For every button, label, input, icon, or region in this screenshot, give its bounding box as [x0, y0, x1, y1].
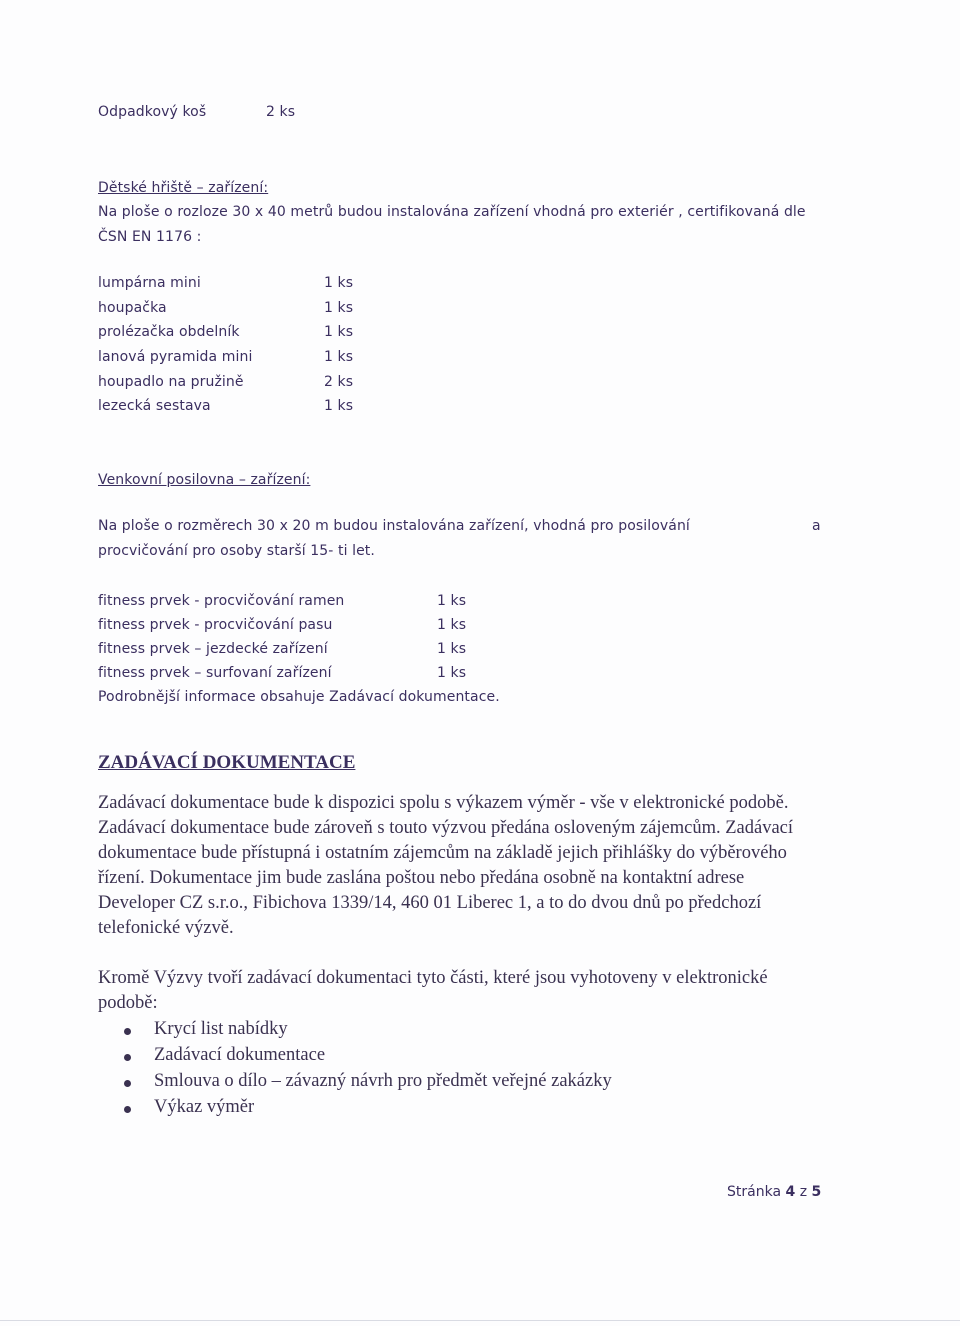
tender-heading: ZADÁVACÍ DOKUMENTACE [98, 752, 356, 773]
paragraph-line: podobě: [98, 993, 158, 1013]
scan-edge-line [0, 1320, 960, 1321]
playground-item-qty: 2 ks [324, 374, 354, 390]
playground-item-qty: 1 ks [324, 398, 354, 414]
bullet-item: Smlouva o dílo – závazný návrh pro předmět veřejné zakázky [154, 1071, 612, 1091]
playground-item-name: lumpárna mini [98, 275, 201, 291]
page-number-total: 5 [811, 1184, 822, 1200]
playground-item-name: prolézačka obdelník [98, 324, 240, 340]
page-number-prefix: Stránka [727, 1184, 782, 1200]
paragraph-line: Zadávací dokumentace bude zároveň s touto výzvou předána osloveným zájemcům. Zadávací [98, 818, 794, 838]
playground-heading: Dětské hřiště – zařízení: [98, 180, 269, 196]
paragraph-line: Developer CZ s.r.o., Fibichova 1339/14, 460 01 Liberec 1, a to do dvou dnů po předchozí [98, 893, 762, 913]
playground-intro-line1: Na ploše o rozloze 30 x 40 metrů budou instalována zařízení vhodná pro exteriér , certifikovaná dle [98, 204, 806, 220]
page-number [727, 1184, 821, 1200]
gym-item-qty: 1 ks [437, 665, 467, 681]
playground-item-name: lezecká sestava [98, 398, 211, 414]
gym-note: Podrobnější informace obsahuje Zadávací dokumentace. [98, 689, 500, 705]
bin-qty: 2 ks [266, 104, 296, 120]
bullet-item: Zadávací dokumentace [154, 1045, 326, 1065]
bullet-item: Výkaz výměr [154, 1097, 255, 1117]
playground-item-qty: 1 ks [324, 349, 354, 365]
gym-item-qty: 1 ks [437, 593, 467, 609]
bullet-icon [124, 1080, 131, 1087]
gym-item-name: fitness prvek - procvičování pasu [98, 617, 333, 633]
gym-intro-line2: procvičování pro osoby starší 15- ti let. [98, 543, 375, 559]
gym-item-name: fitness prvek – jezdecké zařízení [98, 641, 328, 657]
bin-label: Odpadkový koš [98, 104, 207, 120]
playground-item-name: houpadlo na pružině [98, 374, 244, 390]
page-number-sep: z [799, 1184, 808, 1200]
bullet-icon [124, 1054, 131, 1061]
gym-item-name: fitness prvek – surfovaní zařízení [98, 665, 332, 681]
gym-intro-line1-end: a [812, 518, 821, 534]
playground-item-qty: 1 ks [324, 324, 354, 340]
playground-item-name: houpačka [98, 300, 167, 316]
playground-intro-line2: ČSN EN 1176 : [98, 229, 202, 245]
paragraph-line: dokumentace bude přístupná i ostatním zájemcům na základě jejich přihlášky do výběrového [98, 843, 787, 863]
gym-item-name: fitness prvek - procvičování ramen [98, 593, 345, 609]
playground-item-qty: 1 ks [324, 275, 354, 291]
playground-item-qty: 1 ks [324, 300, 354, 316]
playground-item-name: lanová pyramida mini [98, 349, 253, 365]
paragraph-line: telefonické výzvě. [98, 918, 234, 938]
gym-intro-line1: Na ploše o rozměrech 30 x 20 m budou instalována zařízení, vhodná pro posilování [98, 518, 690, 534]
paragraph-line: řízení. Dokumentace jim bude zaslána poštou nebo předána osobně na kontaktní adrese [98, 868, 745, 888]
bullet-icon [124, 1106, 131, 1113]
paragraph-line: Zadávací dokumentace bude k dispozici spolu s výkazem výměr - vše v elektronické podobě. [98, 793, 789, 813]
gym-item-qty: 1 ks [437, 617, 467, 633]
bullet-item: Krycí list nabídky [154, 1019, 288, 1039]
paragraph-line: Kromě Výzvy tvoří zadávací dokumentaci tyto části, které jsou vyhotoveny v elektronické [98, 968, 768, 988]
gym-heading: Venkovní posilovna – zařízení: [98, 472, 311, 488]
page-number-current: 4 [785, 1184, 796, 1200]
bullet-icon [124, 1028, 131, 1035]
gym-item-qty: 1 ks [437, 641, 467, 657]
